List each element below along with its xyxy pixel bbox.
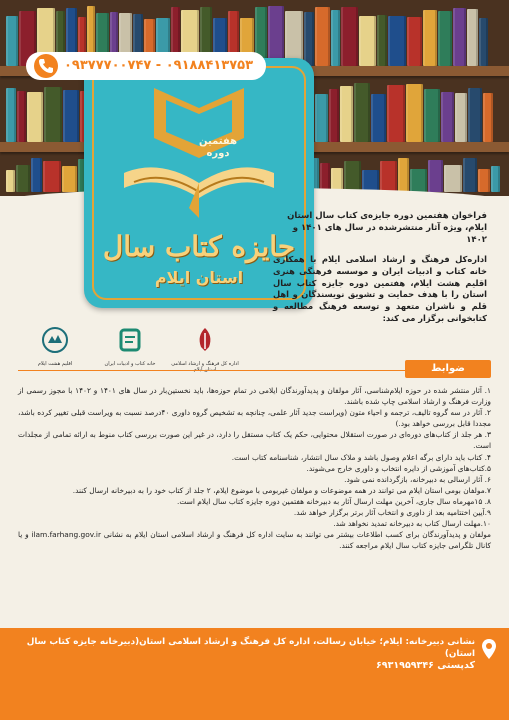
- book-spine: [331, 10, 340, 66]
- rule-item: ۱۰.مهلت ارسال کتاب به دبیرخانه تمدید نخواهد شد.: [333, 519, 491, 529]
- emblem-ordinal-line2: دوره: [206, 148, 230, 159]
- phone-numbers: ۰۹۳۷۷۷۰۰۷۴۷ - ۰۹۱۸۸۴۱۳۷۵۳: [64, 58, 254, 73]
- sponsor-caption: اداره کل فرهنگ و ارشاد اسلامی: [171, 361, 239, 367]
- book-house-icon: [115, 325, 145, 355]
- book-spine: [388, 16, 406, 66]
- book-spine: [371, 94, 386, 142]
- rule-item: مولفان و پدیدآورندگان برای کسب اطلاعات بیشتر می توانند به سایت اداره کل فرهنگ و ارشاد اسلامی استان ایلام به نشانی ilam.farhang.gov.ir و یا کانال تلگرامی جایزه کتاب سال ایلام مراجعه کنند.: [18, 530, 491, 551]
- book-spine: [340, 86, 353, 142]
- book-spine: [268, 6, 284, 66]
- emblem-title: جایزه کتاب سال: [102, 230, 296, 263]
- postal-code: کدپستی ۶۹۳۱۹۵۹۳۴۶: [375, 660, 475, 671]
- book-spine: [27, 92, 43, 142]
- book-spine: [428, 160, 443, 192]
- book-spine: [354, 83, 370, 142]
- rule-item: ۱. آثار منتشر شده در حوزه ایلام‌شناسی، آثار مولفان و پدیدآورندگان ایلامی در تمام حوزه‌ها، باید نخستین‌بار در سال های ۱۴۰۱ و ۱۴۰۲ با مجوز رسمی از وزارت فرهنگ و ارشاد اسلامی چاپ شده باشند.: [18, 386, 491, 407]
- book-spine: [441, 92, 454, 142]
- book-spine: [6, 16, 18, 66]
- book-spine: [315, 7, 330, 66]
- book-spine: [31, 158, 42, 192]
- book-spine: [455, 93, 467, 142]
- rule-item: ۲. آثار در سه گروه تالیف، ترجمه و احیاء متون (ویراست جدید آثار علمی، چنانچه به تشخیص گروه داوری ۴۰درصد نسبت به ویراست قبلی تغییر کرده باشد، مجددا قابل بررسی خواهد بود.): [18, 408, 491, 429]
- book-spine: [63, 90, 79, 142]
- book-spine: [406, 84, 423, 142]
- sponsor-caption: اقلیم هشت ایلام: [37, 361, 73, 367]
- footer-bar: [0, 628, 509, 720]
- book-spine: [407, 17, 422, 66]
- sponsor-caption: خانه کتاب و ادبیات ایران: [104, 361, 156, 367]
- book-spine: [438, 11, 452, 66]
- book-spine: [453, 8, 466, 66]
- emblem-iran-icon: [190, 325, 220, 355]
- rule-item: ۷.مولفان بومی استان ایلام می توانند در همه موضوعات و مولفان غیربومی با موضوع ایلام، ۲ جلد از کتاب خود را به دبیرخانه ارسال کنند.: [72, 485, 491, 495]
- book-spine: [44, 87, 62, 142]
- book-spine: [6, 88, 16, 142]
- book-spine: [467, 9, 478, 66]
- rule-item: ۸. ۱۵مهرماه سال جاری، آخرین مهلت ارسال آثار به دبیرخانه هفتمین دوره جایزه کتاب سال ایلام است.: [177, 496, 491, 506]
- book-spine: [491, 166, 500, 192]
- book-spine: [463, 158, 477, 192]
- book-spine: [423, 10, 437, 66]
- emblem-ordinal: [188, 136, 248, 160]
- rule-item: ۴. کتاب باید دارای برگه اعلام وصول باشد و ملاک سال انتشار، شناسنامه کتاب است.: [231, 452, 491, 462]
- book-spine: [468, 88, 482, 142]
- book-spine: [43, 161, 61, 192]
- book-spine: [6, 170, 15, 192]
- call-title: فراخوان هفتمین دوره جایزه‌ی کتاب سال استان ایلام، ویژه آثار منتشرشده در سال های ۱۴۰۱ و ۱۴۰۲: [287, 211, 487, 245]
- location-pin-icon: [481, 638, 497, 660]
- rule-item: ۵.کتاب‌های آموزشی از دایره انتخاب و داوری خارج می‌شوند.: [306, 463, 491, 473]
- book-spine: [16, 165, 30, 192]
- book-spine: [479, 18, 488, 66]
- book-spine: [410, 169, 427, 192]
- book-spine: [398, 158, 409, 192]
- book-spine: [478, 169, 490, 192]
- rule-item: ۳. هر جلد از کتاب‌های دوره‌ای در صورت استقلال محتوایی، حکم یک کتاب مستقل را دارد، در غیر این صورت بررسی کتاب منوط به ارائه تمامی از مجلدات است.: [18, 430, 491, 451]
- divider: [18, 370, 405, 371]
- book-spine: [444, 165, 462, 192]
- book-spine: [359, 16, 376, 66]
- call-body: اداره‌کل فرهنگ و ارشاد اسلامی ایلام با همکاری خانه کتاب و ادبیات ایران و موسسه فرهنگی هنری اقلیم هشت ایلام، هفتمین دوره جایزه کتاب سال استان را با هدف حمایت و تشویق نویسندگان و اهل قلم و ناشران متعهد و توسعه فرهنگ مطالعه و کتابخوانی برگزار می کند:: [273, 254, 487, 323]
- address-text: نشانی دبیرخانه: ایلام؛ خیابان رسالت، اداره کل فرهنگ و ارشاد اسلامی استان(دبیرخانه جایزه کتاب سال استان): [26, 637, 475, 659]
- emblem-ordinal-line1: هفتمین: [199, 136, 237, 147]
- book-spine: [483, 93, 493, 142]
- book-spine: [62, 166, 77, 192]
- book-spine: [380, 161, 397, 192]
- rules-heading: ضوابط: [405, 360, 491, 378]
- book-spine: [17, 91, 26, 142]
- sponsor-logo: [20, 325, 90, 367]
- sponsor-logo: [95, 325, 165, 367]
- rules-list: [18, 385, 491, 551]
- book-spine: [304, 12, 314, 66]
- eqlim-hasht-icon: [40, 325, 70, 355]
- phone-icon: [34, 54, 58, 78]
- book-spine: [387, 85, 405, 142]
- emblem-subtitle: استان ایلام: [154, 268, 244, 287]
- book-spine: [377, 15, 387, 66]
- sponsor-logo: [170, 325, 240, 373]
- book-spine: [315, 94, 328, 142]
- rule-item: ۹.آیین اختتامیه بعد از داوری و انتخاب آثار برتر برگزار خواهد شد.: [293, 508, 491, 518]
- book-spine: [341, 7, 358, 66]
- rule-item: ۶. آثار ارسالی به دبیرخانه، بازگردانده نمی شود.: [344, 474, 491, 484]
- book-spine: [344, 161, 361, 192]
- book-spine: [329, 89, 339, 142]
- book-spine: [424, 89, 440, 142]
